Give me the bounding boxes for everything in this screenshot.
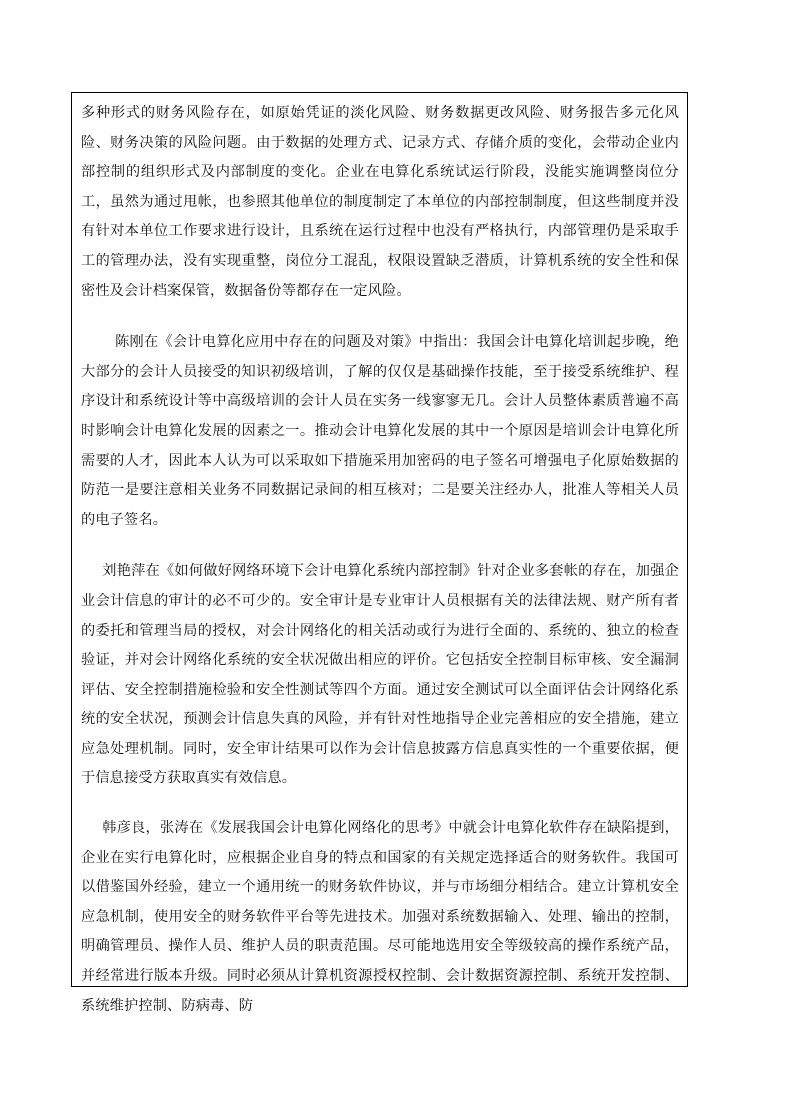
document-body <box>81 99 679 1021</box>
paragraph-han-yanliang: 韩彦良，张涛在《发展我国会计电算化网络化的思考》中就会计电算化软件存在缺陷提到，企业在实行电算化时，应根据企业自身的特点和国家的有关规定选择适合的财务软件。我国可以借鉴国外经验，建立一个通用统一的财务软件协议，并与市场细分相结合。建立计算机安全应急机制，使用安全的财务软件平台等先进技术。加强对系统数据输入、处理、输出的控制，明确管理员、操作人员、维护人员的职责范围。尽可能地选用安全等级较高的操作系统产品，并经常进行版本升级。同时必须从计算机资源授权控制、会计数据资源控制、系统开发控制、系统维护控制、防病毒、防 <box>81 820 679 1014</box>
paragraph-risk-forms: 多种形式的财务风险存在，如原始凭证的淡化风险、财务数据更改风险、财务报告多元化风险、财务决策的风险问题。由于数据的处理方式、记录方式、存储介质的变化，会带动企业内部控制的组织形式及内部制度的变化。企业在电算化系统试运行阶段，没能实施调整岗位分工，虽然为通过甩帐，也参照其他单位的制度制定了本单位的内部控制制度，但这些制度并没有针对本单位工作要求进行设计，且系统在运行过程中也没有严格执行，内部管理仍是采取手工的管理办法，没有实现重整，岗位分工混乱，权限设置缺乏潜质，计算机系统的安全性和保密性及会计档案保管，数据备份等都存在一定风险。 <box>81 105 679 299</box>
paragraph-liu-yanping: 刘艳萍在《如何做好网络环境下会计电算化系统内部控制》针对企业多套帐的存在，加强企业会计信息的审计的必不可少的。安全审计是专业审计人员根据有关的法律法规、财产所有者的委托和管理当局的授权，对会计网络化的相关活动或行为进行全面的、系统的、独立的检查验证，并对会计网络化系统的安全状况做出相应的评价。它包括安全控制目标审核、安全漏洞评估、安全控制措施检验和安全性测试等四个方面。通过安全测试可以全面评估会计网络化系统的安全状况，预测会计信息失真的风险，并有针对性地指导企业完善相应的安全措施，建立应急处理机制。同时，安全审计结果可以作为会计信息披露方信息真实性的一个重要依据，便于信息接受方获取真实有效信息。 <box>81 563 679 787</box>
paragraph-chen-gang: 陈刚在《会计电算化应用中存在的问题及对策》中指出：我国会计电算化培训起步晚，绝大部分的会计人员接受的知识初级培训，了解的仅仅是基础操作技能，至于接受系统维护、程序设计和系统设计等中高级培训的会计人员在实务一线寥寥无几。会计人员整体素质普遍不高时影响会计电算化发展的因素之一。推动会计电算化发展的其中一个原因是培训会计电算化所需要的人才，因此本人认为可以采取如下措施采用加密码的电子签名可增强电子化原始数据的防范一是要注意相关业务不同数据记录间的相互核对；二是要关注经办人，批准人等相关人员的电子签名。 <box>81 334 679 528</box>
document-frame <box>71 92 688 1014</box>
